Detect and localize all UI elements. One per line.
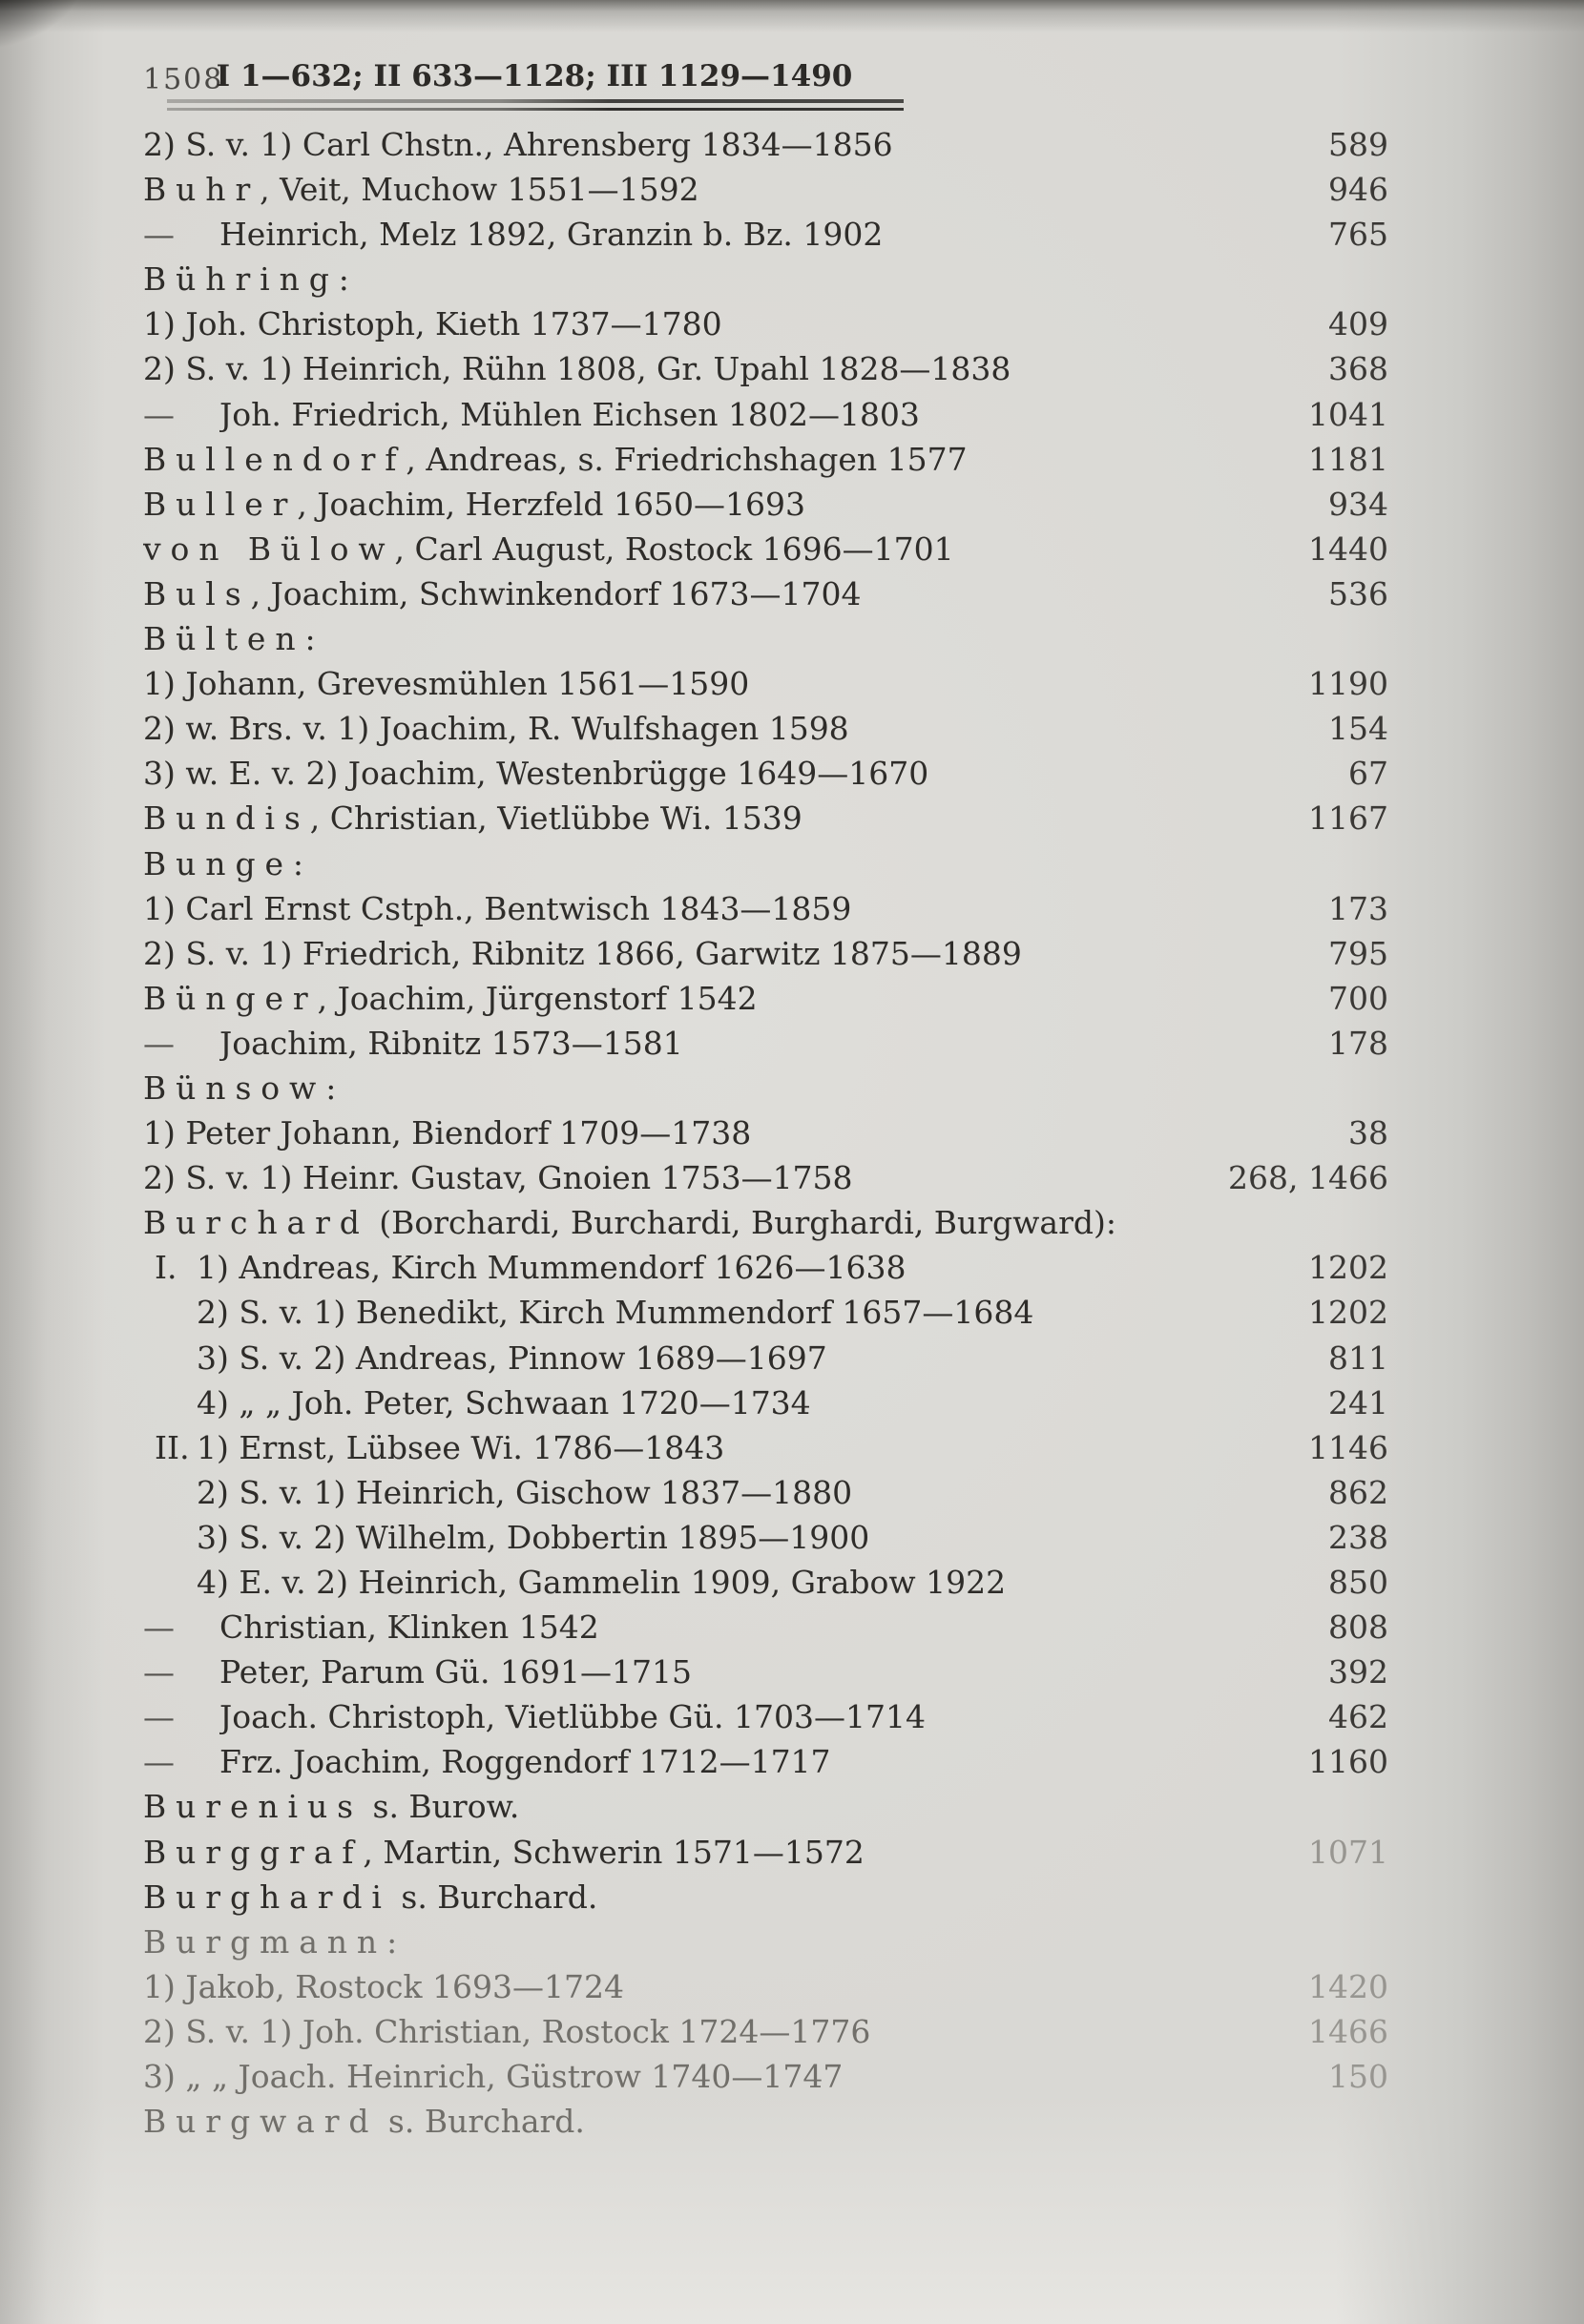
entry-rest: , Joachim, Herzfeld 1650—1693: [297, 485, 805, 523]
index-entry: [143, 1380, 1388, 1425]
entry-page-ref: 862: [1328, 1473, 1388, 1511]
entry-page-ref: 811: [1328, 1338, 1388, 1377]
entry-text: Joachim, Ribnitz 1573—1581: [219, 1024, 683, 1062]
entry-rest: :: [338, 260, 349, 299]
entry-headword: Bühring: [143, 260, 339, 299]
entry-headword: Bünger: [143, 979, 318, 1017]
entry-rest: , Veit, Muchow 1551—1592: [260, 171, 699, 209]
entry-page-ref: 1190: [1308, 665, 1388, 703]
index-entry: [143, 1739, 1388, 1784]
index-entry: [143, 1021, 1388, 1066]
entry-page-ref: 536: [1328, 574, 1388, 612]
entry-text: 2) S. v. 1) Friedrich, Ribnitz 1866, Garwitz 1875—1889: [143, 934, 1022, 972]
volume-range-header: I 1—632; II 633—1128; III 1129—1490: [216, 59, 853, 93]
entry-rest: :: [304, 620, 316, 658]
entry-text: Peter, Parum Gü. 1691—1715: [219, 1653, 692, 1691]
entry-page-ref: 67: [1348, 755, 1388, 793]
entry-text: 1) Peter Johann, Biendorf 1709—1738: [143, 1114, 752, 1152]
dash-marker: —: [143, 1653, 175, 1691]
entry-headword: Buhr: [143, 171, 261, 209]
entry-rest: s. Burchard.: [390, 1878, 598, 1916]
dash-marker: —: [143, 1743, 175, 1781]
entry-text: 3) S. v. 2) Wilhelm, Dobbertin 1895—1900: [197, 1518, 870, 1556]
entry-text: Frz. Joachim, Roggendorf 1712—1717: [219, 1743, 831, 1781]
entry-page-ref: 241: [1328, 1383, 1388, 1421]
dash-marker: —: [143, 1024, 175, 1062]
entry-page-ref: 178: [1328, 1024, 1388, 1062]
entry-page-ref: 268, 1466: [1228, 1159, 1388, 1197]
entry-page-ref: 38: [1348, 1114, 1388, 1152]
entry-text: 1) Johann, Grevesmühlen 1561—1590: [143, 665, 750, 703]
entry-text: Christian, Klinken 1542: [219, 1608, 599, 1647]
entry-text: [143, 482, 805, 527]
entry-headword: Bundis: [143, 799, 310, 838]
entry-rest: (Borchardi, Burchardi, Burghardi, Burgward):: [368, 1204, 1116, 1242]
entry-headword: Buller: [143, 485, 298, 523]
index-entry: [143, 1425, 1388, 1470]
entry-text: [143, 2099, 585, 2144]
index-list: [143, 122, 1388, 2144]
entry-page-ref: 409: [1328, 305, 1388, 343]
entry-text: [143, 1784, 519, 1829]
entry-text: [143, 571, 862, 616]
entry-page-ref: 808: [1328, 1608, 1388, 1647]
entry-page-ref: 1160: [1308, 1743, 1388, 1781]
entry-text: 2) w. Brs. v. 1) Joachim, R. Wulfshagen 1598: [143, 710, 849, 748]
index-entry: [143, 346, 1388, 391]
entry-text: [143, 1830, 865, 1875]
index-entry: [143, 1066, 1388, 1110]
index-entry: [143, 571, 1388, 616]
entry-rest: s. Burchard.: [378, 2103, 585, 2141]
entry-text: [143, 167, 699, 212]
index-entry: [143, 1560, 1388, 1605]
entry-page-ref: 1440: [1308, 529, 1388, 568]
entry-page-ref: 1420: [1308, 1967, 1388, 2005]
index-entry: [143, 1245, 1388, 1290]
entry-page-ref: 1041: [1308, 395, 1388, 433]
entry-page-ref: 462: [1328, 1698, 1388, 1736]
entry-text: [143, 527, 954, 571]
entry-page-ref: 1071: [1308, 1833, 1388, 1871]
entry-headword: Burghardi: [143, 1878, 391, 1916]
entry-page-ref: 765: [1328, 216, 1388, 254]
entry-text: [143, 1919, 397, 1964]
index-entry: [143, 167, 1388, 212]
index-entry: [143, 1784, 1388, 1829]
entry-headword: Burgmann: [143, 1922, 387, 1961]
entry-page-ref: 1181: [1308, 440, 1388, 478]
entry-headword: Burggraf: [143, 1833, 364, 1871]
entry-text: [143, 257, 349, 301]
index-entry: [143, 257, 1388, 301]
entry-text: 2) S. v. 1) Joh. Christian, Rostock 1724—1776: [143, 2012, 871, 2050]
entry-text: 1) Carl Ernst Cstph., Bentwisch 1843—1859: [143, 889, 852, 927]
entry-text: 2) S. v. 1) Benedikt, Kirch Mummendorf 1657—1684: [197, 1294, 1034, 1332]
entry-page-ref: 795: [1328, 934, 1388, 972]
entry-rest: , Andreas, s. Friedrichshagen 1577: [406, 440, 968, 478]
entry-text: 2) S. v. 1) Heinr. Gustav, Gnoien 1753—1758: [143, 1159, 853, 1197]
entry-text: 3) S. v. 2) Andreas, Pinnow 1689—1697: [197, 1338, 827, 1377]
entry-page-ref: 589: [1328, 126, 1388, 163]
entry-text: 3) w. E. v. 2) Joachim, Westenbrügge 1649—1670: [143, 755, 929, 793]
entry-rest: , Christian, Vietlübbe Wi. 1539: [309, 799, 802, 838]
entry-headword: Burchard: [143, 1204, 369, 1242]
entry-page-ref: 946: [1328, 171, 1388, 209]
entry-text: Joach. Christoph, Vietlübbe Gü. 1703—1714: [219, 1698, 926, 1736]
entry-text: 4) E. v. 2) Heinrich, Gammelin 1909, Grabow 1922: [197, 1564, 1007, 1601]
index-entry: [143, 301, 1388, 346]
index-entry: [143, 1470, 1388, 1515]
entry-text: 4) „ „ Joh. Peter, Schwaan 1720—1734: [197, 1383, 811, 1421]
entry-text: 2) S. v. 1) Carl Chstn., Ahrensberg 1834—1856: [143, 126, 893, 163]
entry-headword: Bullendorf: [143, 440, 406, 478]
index-entry: [143, 1515, 1388, 1560]
entry-rest: , Joachim, Schwinkendorf 1673—1704: [250, 574, 862, 612]
index-entry: [143, 841, 1388, 886]
index-entry: [143, 527, 1388, 571]
entry-headword: von Bülow: [143, 529, 395, 568]
index-entry: [143, 1155, 1388, 1200]
index-entry: [143, 751, 1388, 796]
index-entry: [143, 1290, 1388, 1335]
entry-page-ref: 1146: [1308, 1428, 1388, 1466]
index-entry: [143, 661, 1388, 706]
dash-marker: —: [143, 216, 175, 254]
index-entry: [143, 616, 1388, 661]
index-entry: [143, 1919, 1388, 1964]
entry-text: 1) Joh. Christoph, Kieth 1737—1780: [143, 305, 722, 343]
roman-numeral: I.: [155, 1249, 177, 1287]
entry-headword: Bülten: [143, 620, 305, 658]
entry-text: [143, 1066, 336, 1110]
entry-headword: Burenius: [143, 1788, 364, 1826]
entry-rest: , Joachim, Jürgenstorf 1542: [317, 979, 758, 1017]
index-entry: [143, 931, 1388, 976]
entry-page-ref: 1202: [1308, 1249, 1388, 1287]
index-entry: [143, 482, 1388, 527]
entry-page-ref: 154: [1328, 710, 1388, 748]
entry-rest: :: [386, 1922, 398, 1961]
entry-rest: s. Burow.: [363, 1788, 520, 1826]
entry-page-ref: 1466: [1308, 2012, 1388, 2050]
index-entry: [143, 796, 1388, 840]
entry-rest: :: [292, 844, 304, 882]
entry-page-ref: 934: [1328, 485, 1388, 523]
index-entry: [143, 1605, 1388, 1650]
entry-text: Heinrich, Melz 1892, Granzin b. Bz. 1902: [219, 216, 884, 254]
entry-rest: :: [325, 1069, 337, 1107]
entry-text: [143, 841, 303, 886]
entry-headword: Bunge: [143, 844, 293, 882]
index-entry: [143, 2009, 1388, 2054]
entry-page-ref: 1167: [1308, 799, 1388, 838]
entry-text: 2) S. v. 1) Heinrich, Gischow 1837—1880: [197, 1473, 853, 1511]
entry-headword: Burgward: [143, 2103, 379, 2141]
entry-text: [143, 616, 316, 661]
entry-text: [143, 796, 802, 840]
index-entry: [143, 122, 1388, 167]
entry-page-ref: 238: [1328, 1518, 1388, 1556]
index-entry: [143, 706, 1388, 751]
entry-page-ref: 392: [1328, 1653, 1388, 1691]
index-entry: [143, 1650, 1388, 1694]
index-entry: [143, 437, 1388, 482]
dash-marker: —: [143, 395, 175, 433]
entry-page-ref: 173: [1328, 889, 1388, 927]
header-rule: [167, 99, 904, 112]
entry-text: Joh. Friedrich, Mühlen Eichsen 1802—1803: [219, 395, 920, 433]
entry-text: 1) Andreas, Kirch Mummendorf 1626—1638: [197, 1249, 907, 1287]
entry-text: [143, 437, 968, 482]
page-number: 1508: [143, 63, 224, 96]
entry-text: 3) „ „ Joach. Heinrich, Güstrow 1740—1747: [143, 2058, 844, 2096]
entry-text: [143, 1200, 1116, 1245]
index-entry: [143, 1875, 1388, 1919]
entry-rest: , Martin, Schwerin 1571—1572: [363, 1833, 865, 1871]
entry-rest: , Carl August, Rostock 1696—1701: [394, 529, 954, 568]
entry-headword: Buls: [143, 574, 251, 612]
entry-text: 2) S. v. 1) Heinrich, Rühn 1808, Gr. Upahl 1828—1838: [143, 350, 1011, 388]
roman-numeral: II.: [155, 1428, 190, 1466]
entry-text: [143, 976, 758, 1021]
entry-text: 1) Ernst, Lübsee Wi. 1786—1843: [197, 1428, 725, 1466]
index-entry: [143, 2054, 1388, 2099]
index-entry: [143, 2099, 1388, 2144]
entry-page-ref: 850: [1328, 1564, 1388, 1601]
dash-marker: —: [143, 1608, 175, 1647]
entry-text: [143, 1875, 597, 1919]
index-entry: [143, 1110, 1388, 1155]
index-entry: [143, 392, 1388, 437]
index-entry: [143, 212, 1388, 257]
entry-headword: Bünsow: [143, 1069, 326, 1107]
index-entry: [143, 1964, 1388, 2009]
entry-page-ref: 1202: [1308, 1294, 1388, 1332]
index-entry: [143, 886, 1388, 931]
entry-text: 1) Jakob, Rostock 1693—1724: [143, 1967, 624, 2005]
entry-page-ref: 150: [1328, 2058, 1388, 2096]
entry-page-ref: 368: [1328, 350, 1388, 388]
index-entry: [143, 1200, 1388, 1245]
index-entry: [143, 1830, 1388, 1875]
index-entry: [143, 976, 1388, 1021]
index-entry: [143, 1336, 1388, 1380]
entry-page-ref: 700: [1328, 979, 1388, 1017]
dash-marker: —: [143, 1698, 175, 1736]
index-entry: [143, 1694, 1388, 1739]
